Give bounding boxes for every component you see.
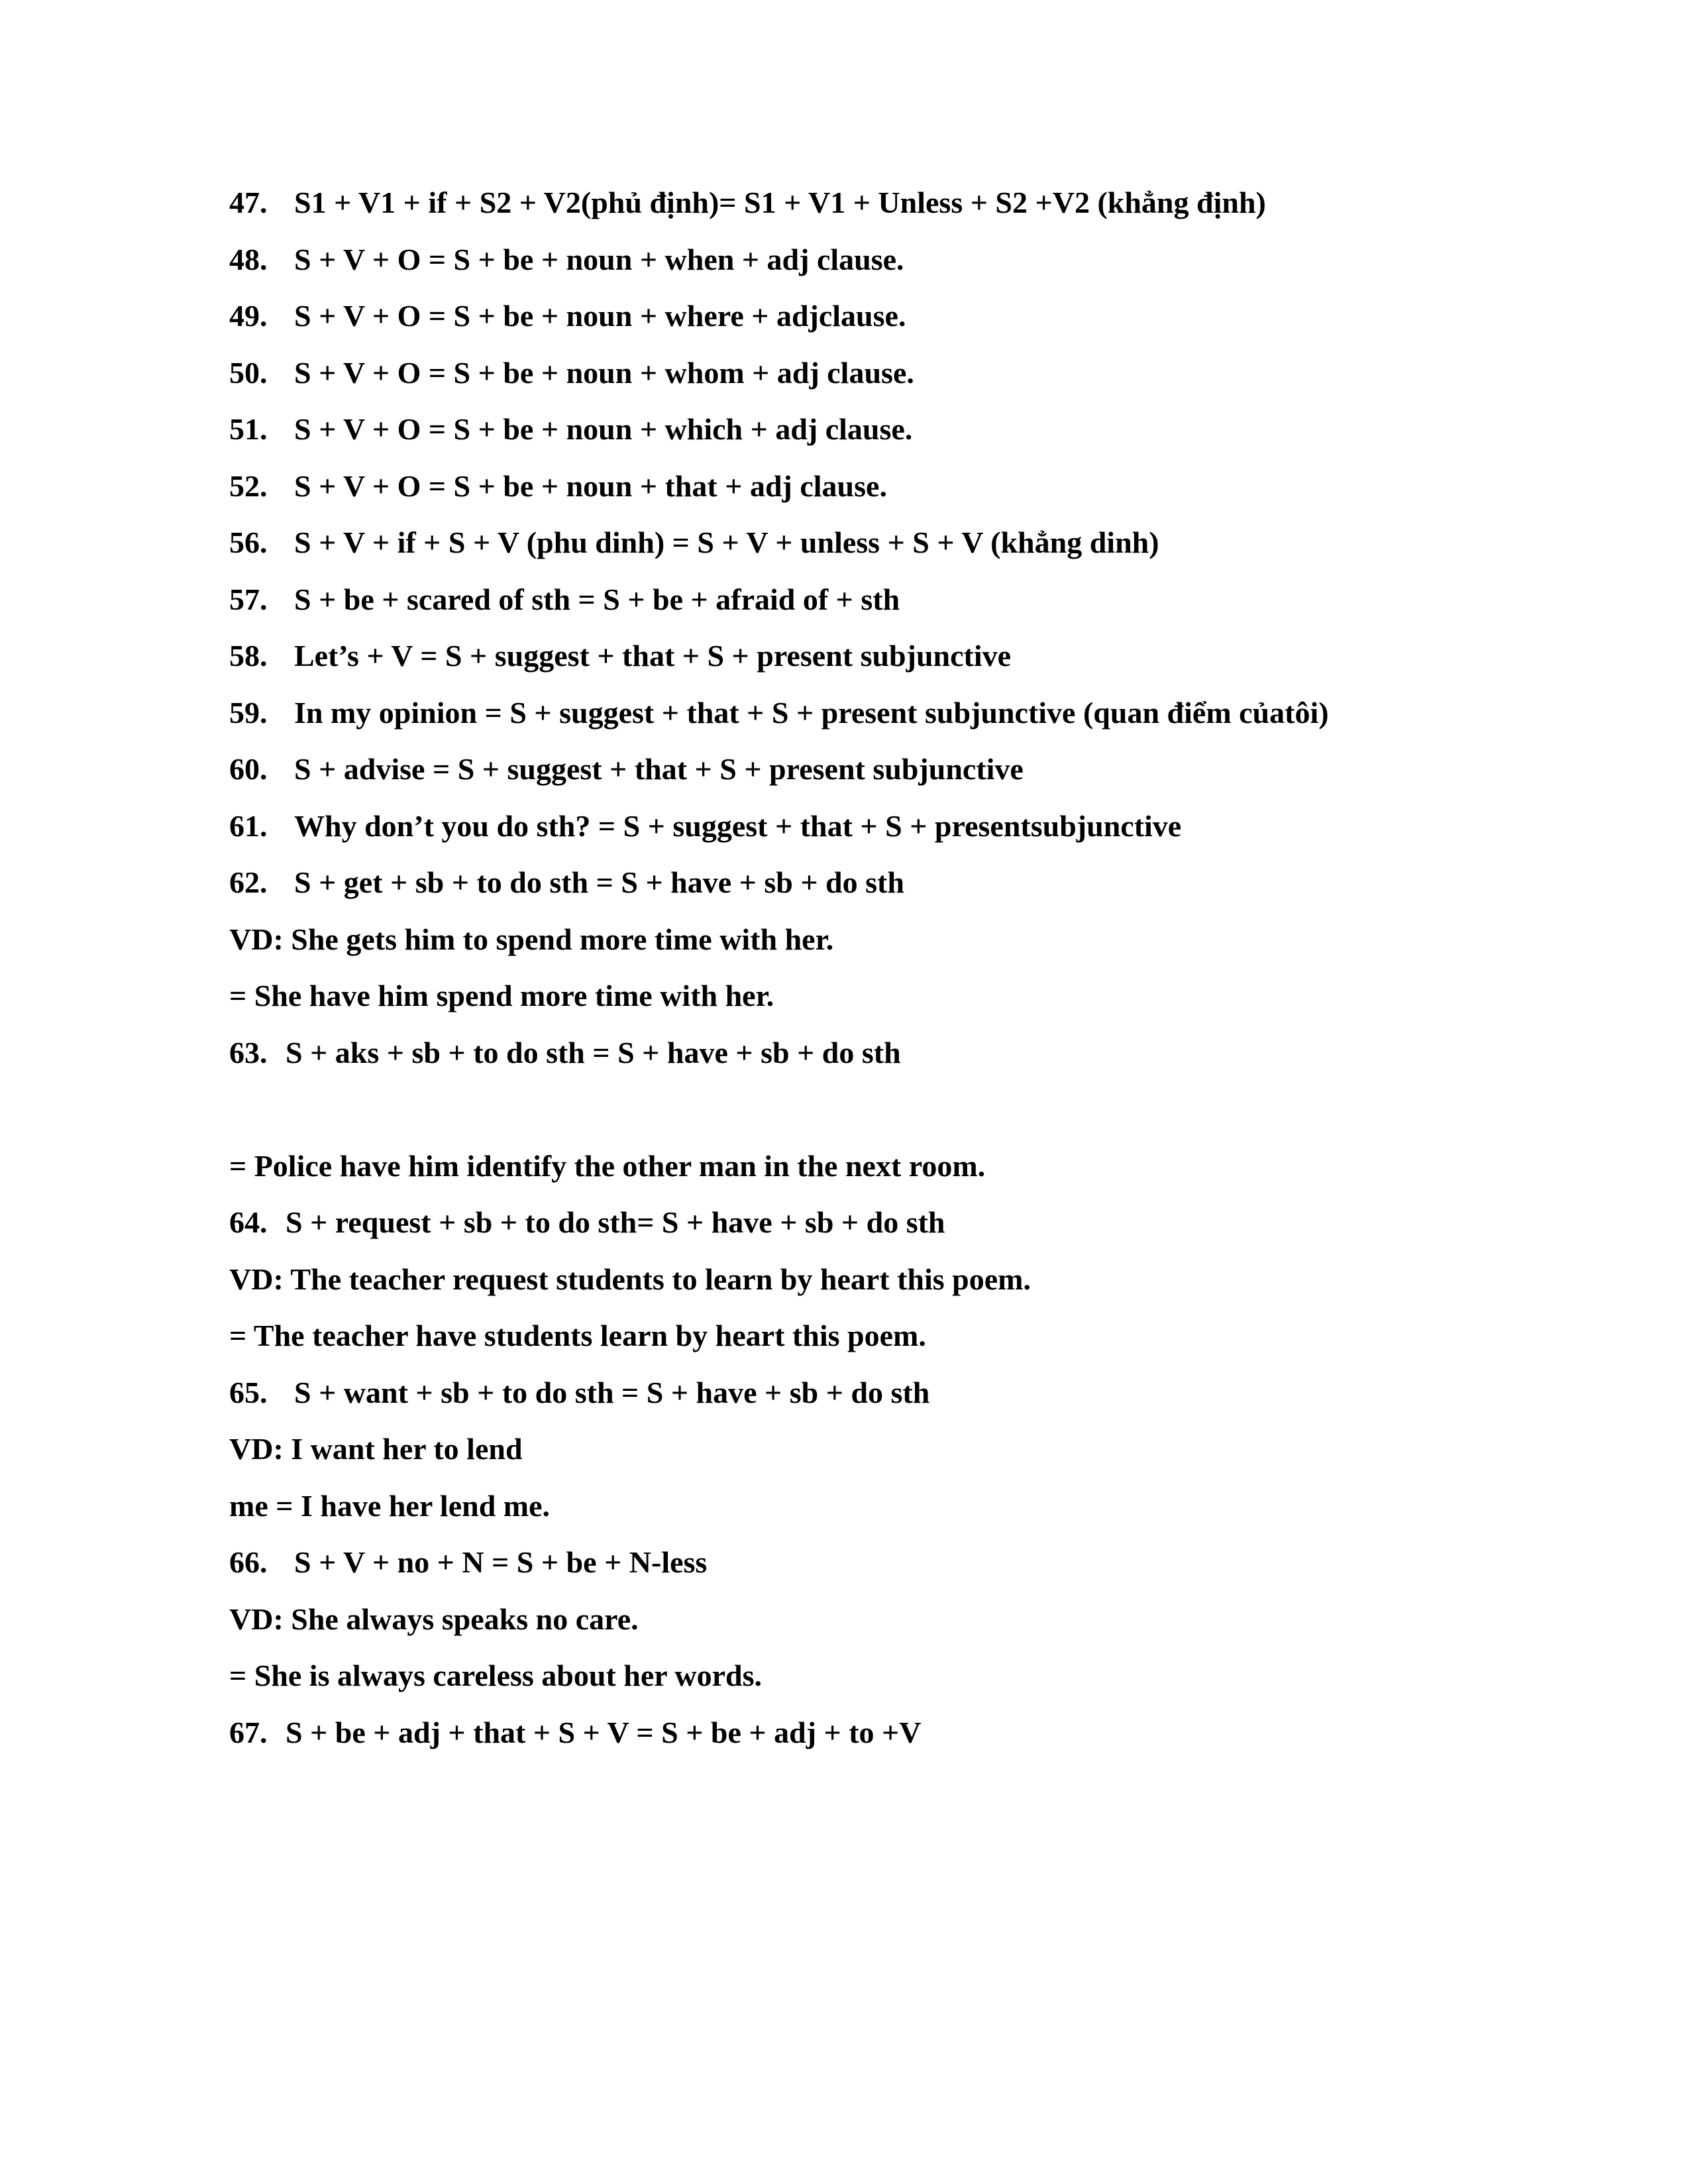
rule-number: 66. [229, 1545, 268, 1579]
rule-64 [229, 1194, 1329, 1251]
rule-60 [229, 741, 1329, 798]
example-line: = She have him spend more time with her. [229, 979, 774, 1012]
rule-number: 52. [229, 468, 268, 503]
rule-49 [229, 288, 1329, 345]
rule-50 [229, 345, 1329, 402]
rule-number: 50. [229, 355, 268, 390]
rule-text: S + aks + sb + to do sth = S + have + sb + do sth [286, 1035, 901, 1069]
rule-number: 49. [229, 299, 268, 333]
rule-text: S + V + O = S + be + noun + that + adj clause. [294, 468, 887, 503]
rule-text: S + be + adj + that + S + V = S + be + adj + to +V [286, 1715, 922, 1749]
rule-number: 60. [229, 752, 268, 786]
example-line: VD: I want her to lend [229, 1432, 523, 1466]
rule-number: 64. [229, 1205, 268, 1239]
rule-number: 48. [229, 242, 268, 276]
rule-text: S + request + sb + to do sth= S + have + sb + do sth [286, 1205, 945, 1239]
rule-text: S + get + sb + to do sth = S + have + sb + do sth [294, 865, 904, 899]
rule-number: 62. [229, 865, 268, 899]
rule-58 [229, 628, 1329, 684]
rule-text: S1 + V1 + if + S2 + V2(phủ định)= S1 + V1 + Unless + S2 +V2 (khẳng định) [294, 186, 1266, 219]
rule-57 [229, 571, 1329, 628]
document-page [229, 174, 1329, 1761]
rule-number: 63. [229, 1035, 268, 1069]
blank-line [229, 1081, 1329, 1138]
rule-number: 58. [229, 639, 268, 673]
rule-62 [229, 854, 1329, 911]
rule-52 [229, 458, 1329, 515]
rule-number: 56. [229, 525, 268, 559]
rule-number: 65. [229, 1375, 268, 1409]
rule-text: Why don’t you do sth? = S + suggest + that + S + presentsubjunctive [294, 808, 1182, 843]
rule-text: S + V + no + N = S + be + N-less [294, 1545, 708, 1579]
rule-number: 51. [229, 412, 268, 446]
rule-51 [229, 401, 1329, 458]
rule-text: S + V + if + S + V (phu dinh) = S + V + unless + S + V (khẳng dinh) [294, 525, 1159, 559]
example-line: VD: The teacher request students to learn by heart this poem. [229, 1262, 1031, 1296]
rule-67 [229, 1704, 1329, 1761]
rule-text: S + V + O = S + be + noun + whom + adj clause. [294, 355, 914, 390]
rule-text: S + be + scared of sth = S + be + afraid of + sth [294, 582, 900, 616]
example-line: me = I have her lend me. [229, 1488, 551, 1523]
rule-56 [229, 514, 1329, 571]
example-line: = The teacher have students learn by heart this poem. [229, 1319, 926, 1352]
example-line: = She is always careless about her words. [229, 1659, 762, 1692]
rule-number: 67. [229, 1715, 268, 1749]
example-line: VD: She gets him to spend more time with her. [229, 922, 834, 956]
rule-number: 47. [229, 186, 268, 219]
rule-66 [229, 1534, 1329, 1591]
rule-text: S + V + O = S + be + noun + which + adj clause. [294, 412, 913, 446]
rule-48 [229, 231, 1329, 288]
rule-text: S + V + O = S + be + noun + where + adjclause. [294, 299, 906, 333]
rule-59 [229, 684, 1329, 741]
rule-text: S + want + sb + to do sth = S + have + sb + do sth [294, 1375, 930, 1409]
rule-text: Let’s + V = S + suggest + that + S + present subjunctive [294, 639, 1012, 673]
rule-63 [229, 1024, 1329, 1081]
rule-number: 57. [229, 582, 268, 616]
rule-61 [229, 798, 1329, 855]
rule-number: 61. [229, 808, 268, 843]
example-line: = Police have him identify the other man in the next room. [229, 1148, 986, 1183]
rule-text: S + V + O = S + be + noun + when + adj clause. [294, 242, 904, 276]
rule-65 [229, 1364, 1329, 1421]
rule-text: In my opinion = S + suggest + that + S + present subjunctive (quan điểm củatôi) [294, 695, 1329, 730]
example-line: VD: She always speaks no care. [229, 1602, 639, 1636]
rule-47 [229, 174, 1329, 231]
rule-number: 59. [229, 695, 268, 730]
rule-text: S + advise = S + suggest + that + S + present subjunctive [294, 752, 1024, 786]
